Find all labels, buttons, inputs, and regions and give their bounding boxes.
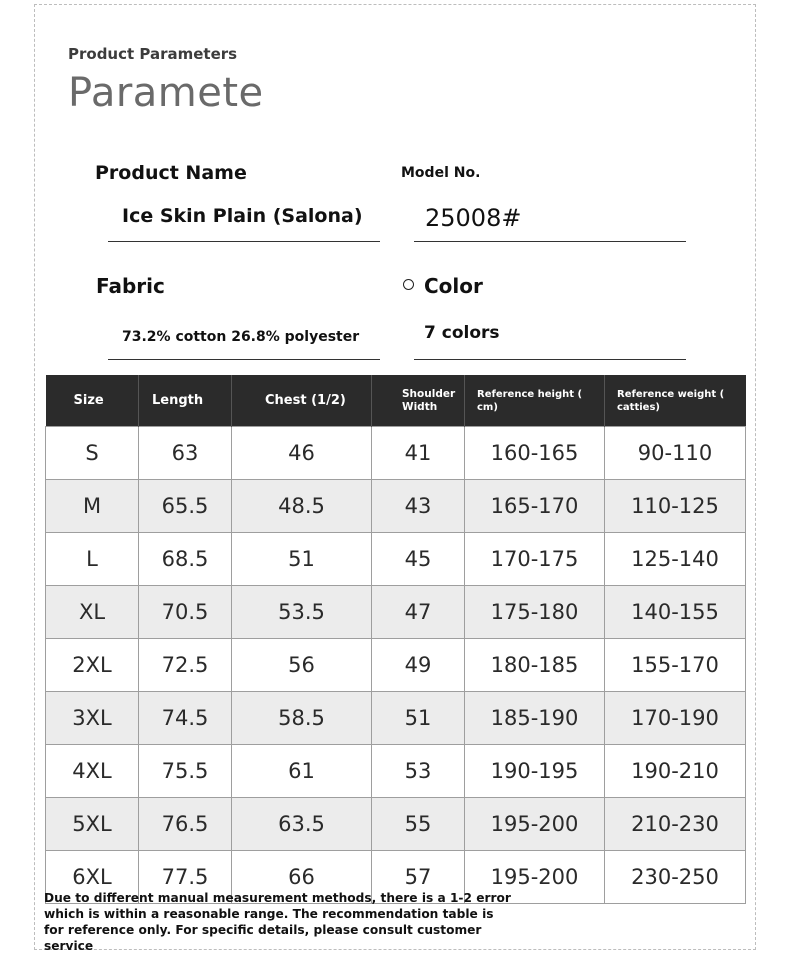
cell-weight: 90-110 (605, 427, 746, 480)
cell-height: 165-170 (465, 480, 605, 533)
cell-height: 160-165 (465, 427, 605, 480)
fabric-value: 73.2% cotton 26.8% polyester (122, 329, 360, 345)
circle-bullet-icon (403, 279, 414, 290)
cell-shoulder: 55 (372, 798, 465, 851)
cell-size: 3XL (46, 692, 139, 745)
cell-shoulder: 41 (372, 427, 465, 480)
cell-chest: 53.5 (232, 586, 372, 639)
table-row (46, 798, 746, 851)
cell-length: 63 (139, 427, 232, 480)
cell-size: 6XL (46, 851, 139, 904)
header-chest: Chest (1/2) (232, 375, 372, 427)
cell-height: 190-195 (465, 745, 605, 798)
cell-shoulder: 53 (372, 745, 465, 798)
cell-chest: 56 (232, 639, 372, 692)
cell-weight: 210-230 (605, 798, 746, 851)
table-row (46, 533, 746, 586)
product-name-value: Ice Skin Plain (Salona) (122, 205, 363, 227)
cell-length: 68.5 (139, 533, 232, 586)
product-name-underline (108, 241, 380, 242)
cell-height: 175-180 (465, 586, 605, 639)
cell-length: 70.5 (139, 586, 232, 639)
cell-shoulder: 47 (372, 586, 465, 639)
cell-height: 170-175 (465, 533, 605, 586)
header-shoulder-width: Shoulder Width (372, 375, 465, 427)
cell-weight: 125-140 (605, 533, 746, 586)
section-kicker: Product Parameters (68, 45, 238, 63)
cell-chest: 63.5 (232, 798, 372, 851)
table-row (46, 639, 746, 692)
cell-weight: 230-250 (605, 851, 746, 904)
cell-weight: 110-125 (605, 480, 746, 533)
cell-shoulder: 51 (372, 692, 465, 745)
header-reference-weight: Reference weight ( catties) (605, 375, 746, 427)
cell-height: 180-185 (465, 639, 605, 692)
table-row (46, 745, 746, 798)
size-table (45, 375, 746, 904)
table-row (46, 586, 746, 639)
cell-size: M (46, 480, 139, 533)
cell-size: S (46, 427, 139, 480)
cell-height: 195-200 (465, 798, 605, 851)
cell-size: 5XL (46, 798, 139, 851)
table-header-row (46, 375, 746, 427)
cell-shoulder: 43 (372, 480, 465, 533)
color-underline (414, 359, 686, 360)
cell-length: 75.5 (139, 745, 232, 798)
model-label: Model No. (401, 165, 481, 181)
cell-weight: 155-170 (605, 639, 746, 692)
table-row (46, 692, 746, 745)
cell-size: 2XL (46, 639, 139, 692)
cell-length: 65.5 (139, 480, 232, 533)
cell-length: 76.5 (139, 798, 232, 851)
table-row (46, 480, 746, 533)
page-title: Paramete (68, 70, 264, 116)
header-size: Size (46, 375, 139, 427)
fabric-label: Fabric (96, 274, 165, 298)
color-value: 7 colors (424, 323, 500, 343)
cell-weight: 170-190 (605, 692, 746, 745)
cell-length: 77.5 (139, 851, 232, 904)
cell-weight: 190-210 (605, 745, 746, 798)
cell-length: 74.5 (139, 692, 232, 745)
cell-size: XL (46, 586, 139, 639)
cell-size: L (46, 533, 139, 586)
product-name-label: Product Name (95, 162, 247, 184)
cell-weight: 140-155 (605, 586, 746, 639)
cell-chest: 46 (232, 427, 372, 480)
header-reference-height: Reference height ( cm) (465, 375, 605, 427)
disclaimer-note: Due to different manual measurement methods, there is a 1-2 error which is within a reasonable range. The recommendation table is for reference only. For specific details, please consult customer service (44, 891, 511, 953)
cell-length: 72.5 (139, 639, 232, 692)
model-underline (414, 241, 686, 242)
cell-chest: 61 (232, 745, 372, 798)
cell-size: 4XL (46, 745, 139, 798)
cell-shoulder: 45 (372, 533, 465, 586)
cell-shoulder: 57 (372, 851, 465, 904)
header-length: Length (139, 375, 232, 427)
cell-height: 195-200 (465, 851, 605, 904)
model-value: 25008# (425, 204, 522, 232)
cell-chest: 51 (232, 533, 372, 586)
fabric-underline (108, 359, 380, 360)
cell-chest: 48.5 (232, 480, 372, 533)
cell-chest: 66 (232, 851, 372, 904)
color-label: Color (424, 274, 483, 298)
cell-height: 185-190 (465, 692, 605, 745)
cell-chest: 58.5 (232, 692, 372, 745)
table-row (46, 427, 746, 480)
cell-shoulder: 49 (372, 639, 465, 692)
